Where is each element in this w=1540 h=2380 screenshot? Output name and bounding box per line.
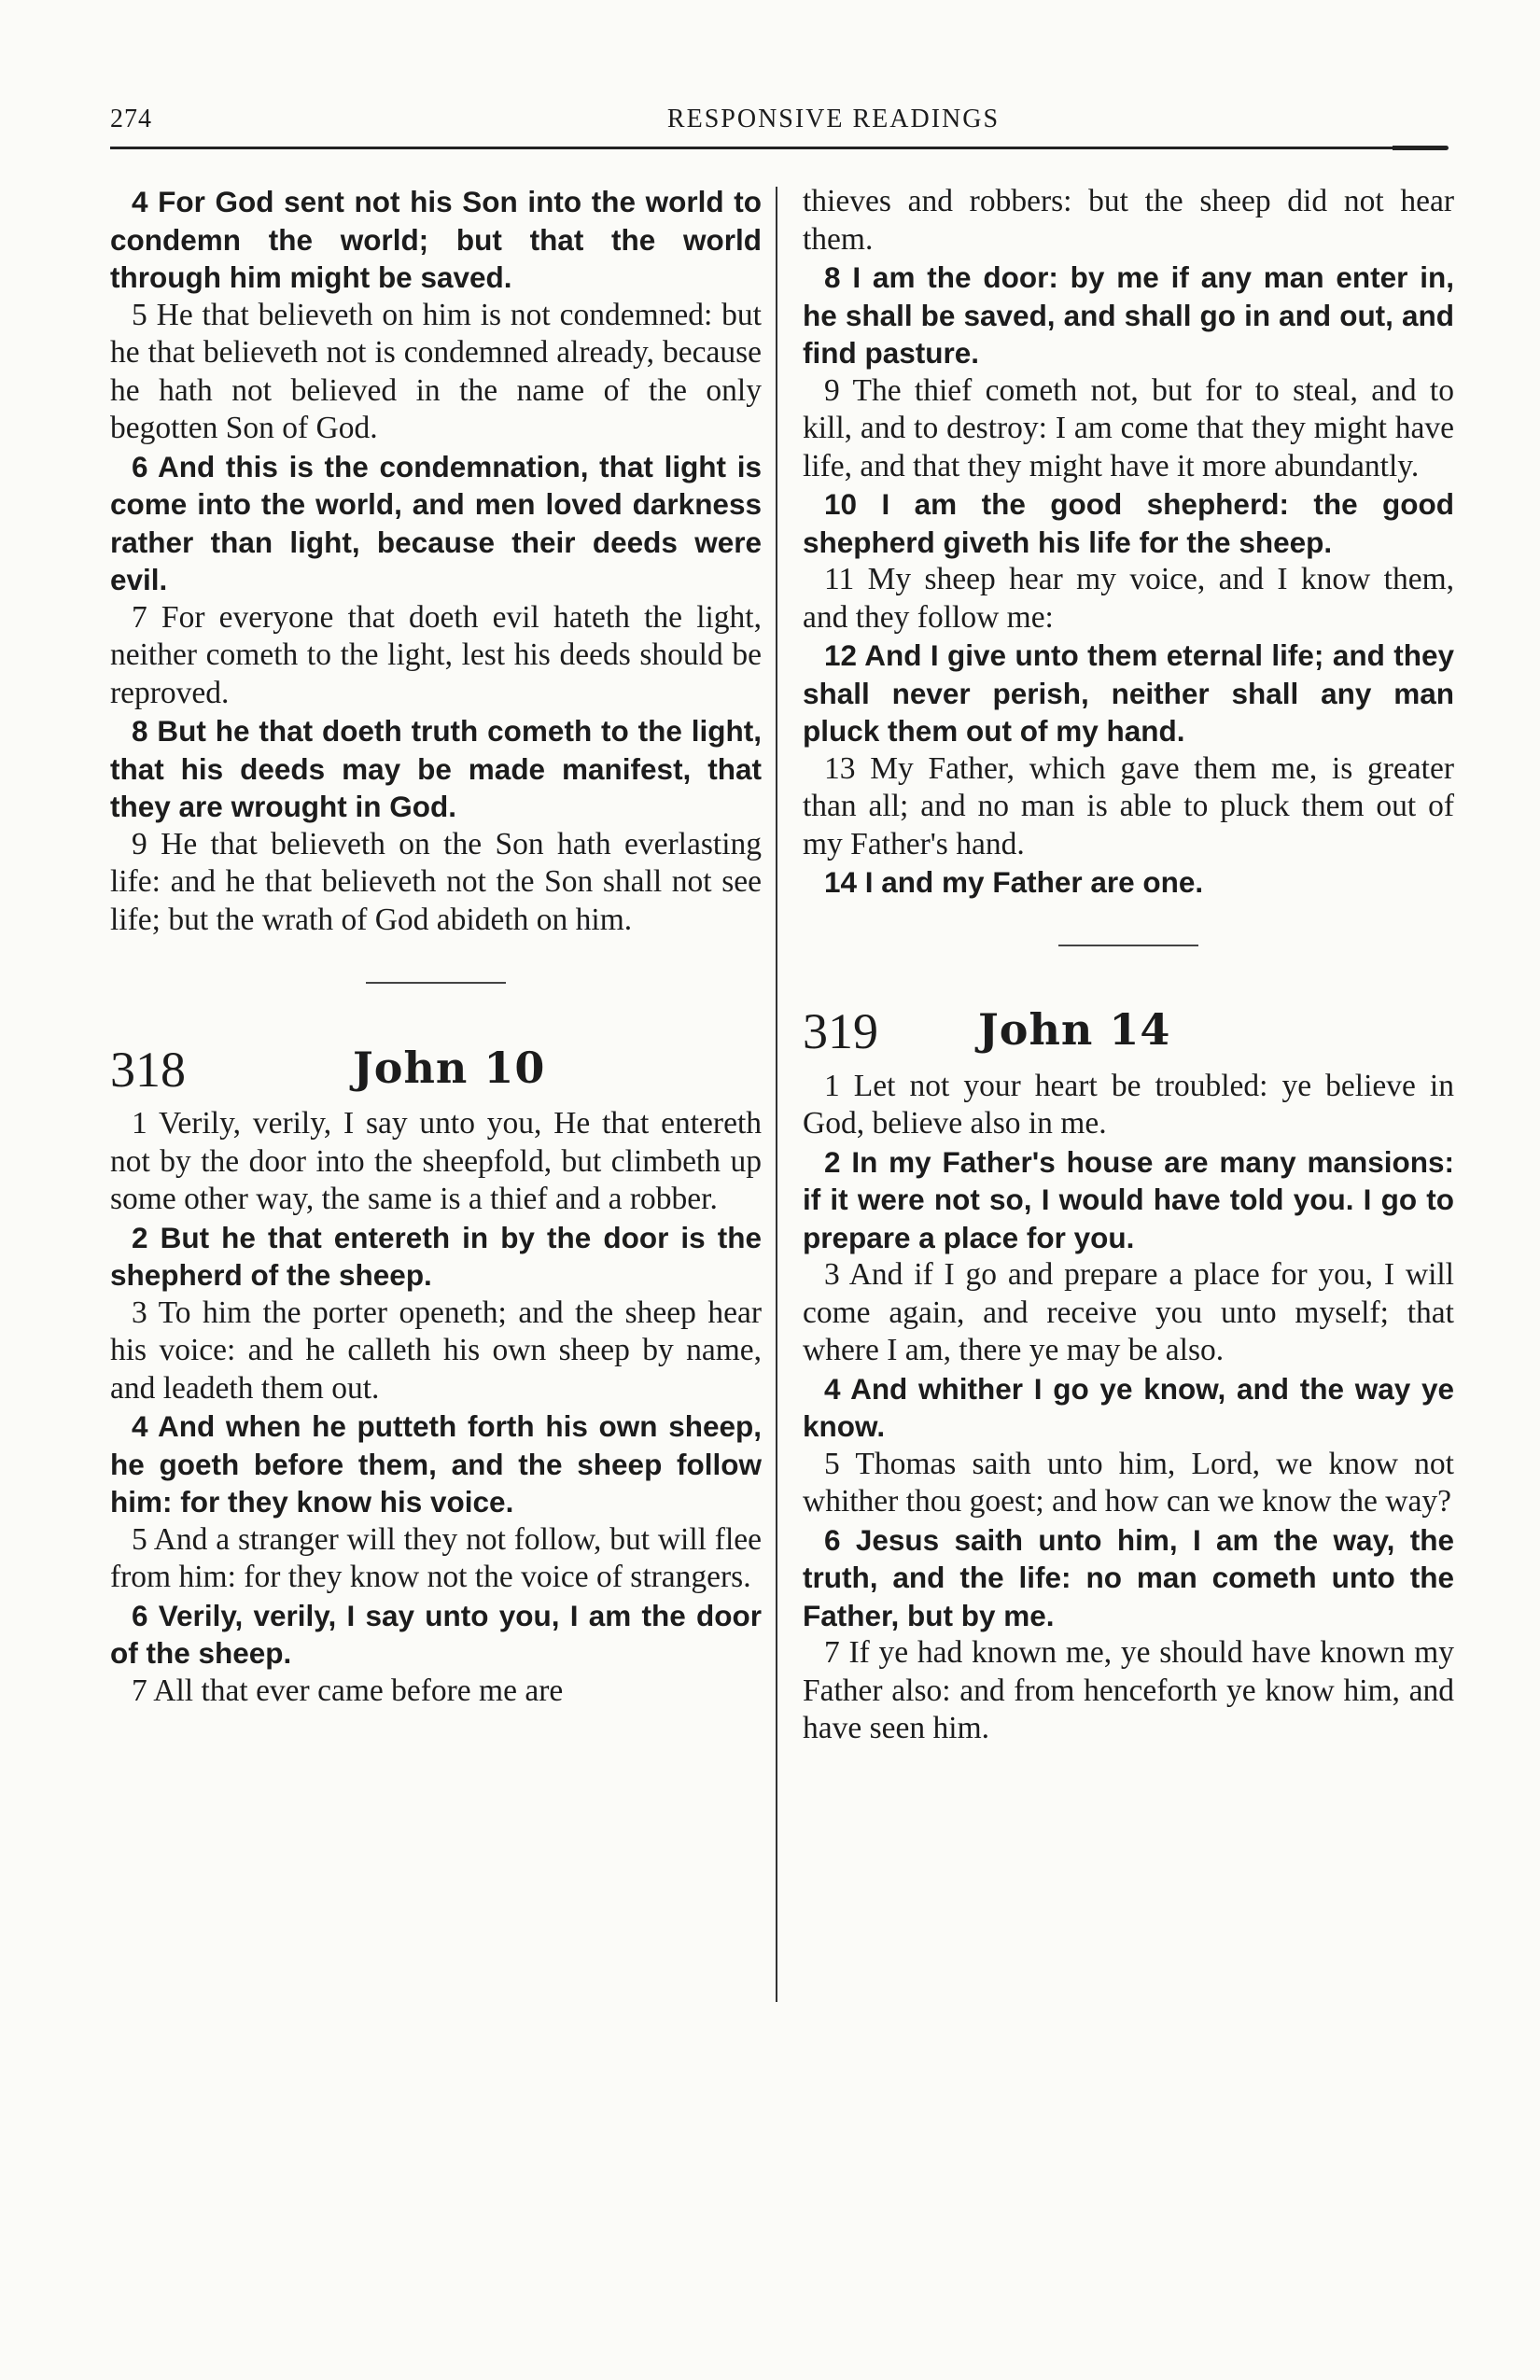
verse: 9 The thief cometh not, but for to steal, and to kill, and to destroy: I am come that they might have life, and that they might have it more abundantly. <box>803 372 1454 483</box>
verse: 3 And if I go and prepare a place for you, I will come again, and receive you unto myself; that where I am, there ye may be also. <box>803 1257 1454 1367</box>
reading-title: John 14 <box>978 1004 1171 1055</box>
section-divider <box>366 982 506 984</box>
verse: 4 For God sent not his Son into the world to condemn the world; but that the world through him might be saved. <box>110 185 762 294</box>
verse: 7 All that ever came before me are <box>132 1673 564 1708</box>
verse: 10 I am the good shepherd: the good shepherd giveth his life for the sheep. <box>803 487 1454 559</box>
section-divider <box>1058 945 1198 946</box>
verse: 2 In my Father's house are many mansions: if it were not so, I would have told you. I go to prepare a place for you. <box>803 1144 1454 1254</box>
verse: 13 My Father, which gave them me, is greater than all; and no man is able to pluck them out of my Father's hand. <box>803 750 1454 861</box>
reading-title: John 10 <box>353 1042 546 1093</box>
verse: 5 Thomas saith unto him, Lord, we know not whither thou goest; and how can we know the way? <box>803 1446 1454 1519</box>
verse: 7 For everyone that doeth evil hateth the light, neither cometh to the light, lest his deeds should be reproved. <box>110 599 762 710</box>
right-column <box>803 183 1454 1748</box>
header-rule <box>110 147 1445 149</box>
left-column <box>110 183 762 1710</box>
verse: 5 And a stranger will they not follow, but will flee from him: for they know not the voice of strangers. <box>110 1521 762 1594</box>
verse: 6 Jesus saith unto him, I am the way, the truth, and the life: no man cometh unto the Father, but by me. <box>803 1522 1454 1632</box>
verse: 9 He that believeth on the Son hath everlasting life: and he that believeth not the Son shall not see life; but the wrath of God abideth on him. <box>110 826 762 937</box>
page-header <box>110 97 1445 134</box>
verse: 6 Verily, verily, I say unto you, I am the door of the sheep. <box>110 1598 762 1670</box>
verse: 8 I am the door: by me if any man enter in, he shall be saved, and shall go in and out, and find pasture. <box>803 260 1454 370</box>
verse: 6 And this is the condemnation, that light is come into the world, and men loved darkness rather than light, because their deeds were evil. <box>110 449 762 596</box>
column-divider <box>776 187 777 2002</box>
running-title: RESPONSIVE READINGS <box>666 105 1001 133</box>
verse: 8 But he that doeth truth cometh to the light, that his deeds may be made manifest, that they are wrought in God. <box>110 714 762 823</box>
verse: 3 To him the porter openeth; and the sheep hear his voice: and he calleth his own sheep by name, and leadeth them out. <box>110 1295 762 1406</box>
verse: 11 My sheep hear my voice, and I know them, and they follow me: <box>803 562 1454 635</box>
verse: 1 Verily, verily, I say unto you, He that entereth not by the door into the sheepfold, but climbeth up some other way, the same is a thief and a robber. <box>110 1106 762 1216</box>
reading-number: 319 <box>803 1003 878 1059</box>
reading-heading <box>803 984 1454 1058</box>
verse: 2 But he that entereth in by the door is the shepherd of the sheep. <box>110 1220 762 1292</box>
verse: 7 If ye had known me, ye should have known my Father also: and from henceforth ye know him, and have seen him. <box>803 1635 1454 1745</box>
reading-heading <box>110 1021 762 1096</box>
verse: 12 And I give unto them eternal life; and they shall never perish, neither shall any man pluck them out of my hand. <box>803 638 1454 748</box>
verse: 5 He that believeth on him is not condemned: but he that believeth not is condemned already, because he hath not believed in the name of the only begotten Son of God. <box>110 297 762 445</box>
verse: 14 I and my Father are one. <box>824 865 1204 899</box>
reading-number: 318 <box>110 1041 186 1098</box>
verse: 4 And when he putteth forth his own sheep, he goeth before them, and the sheep follow him: for they know his voice. <box>110 1409 762 1519</box>
verse: 1 Let not your heart be troubled: ye believe in God, believe also in me. <box>803 1068 1454 1141</box>
page-number: 274 <box>110 105 152 133</box>
verse: 4 And whither I go ye know, and the way ye know. <box>803 1371 1454 1443</box>
verse: thieves and robbers: but the sheep did not hear them. <box>803 184 1454 257</box>
